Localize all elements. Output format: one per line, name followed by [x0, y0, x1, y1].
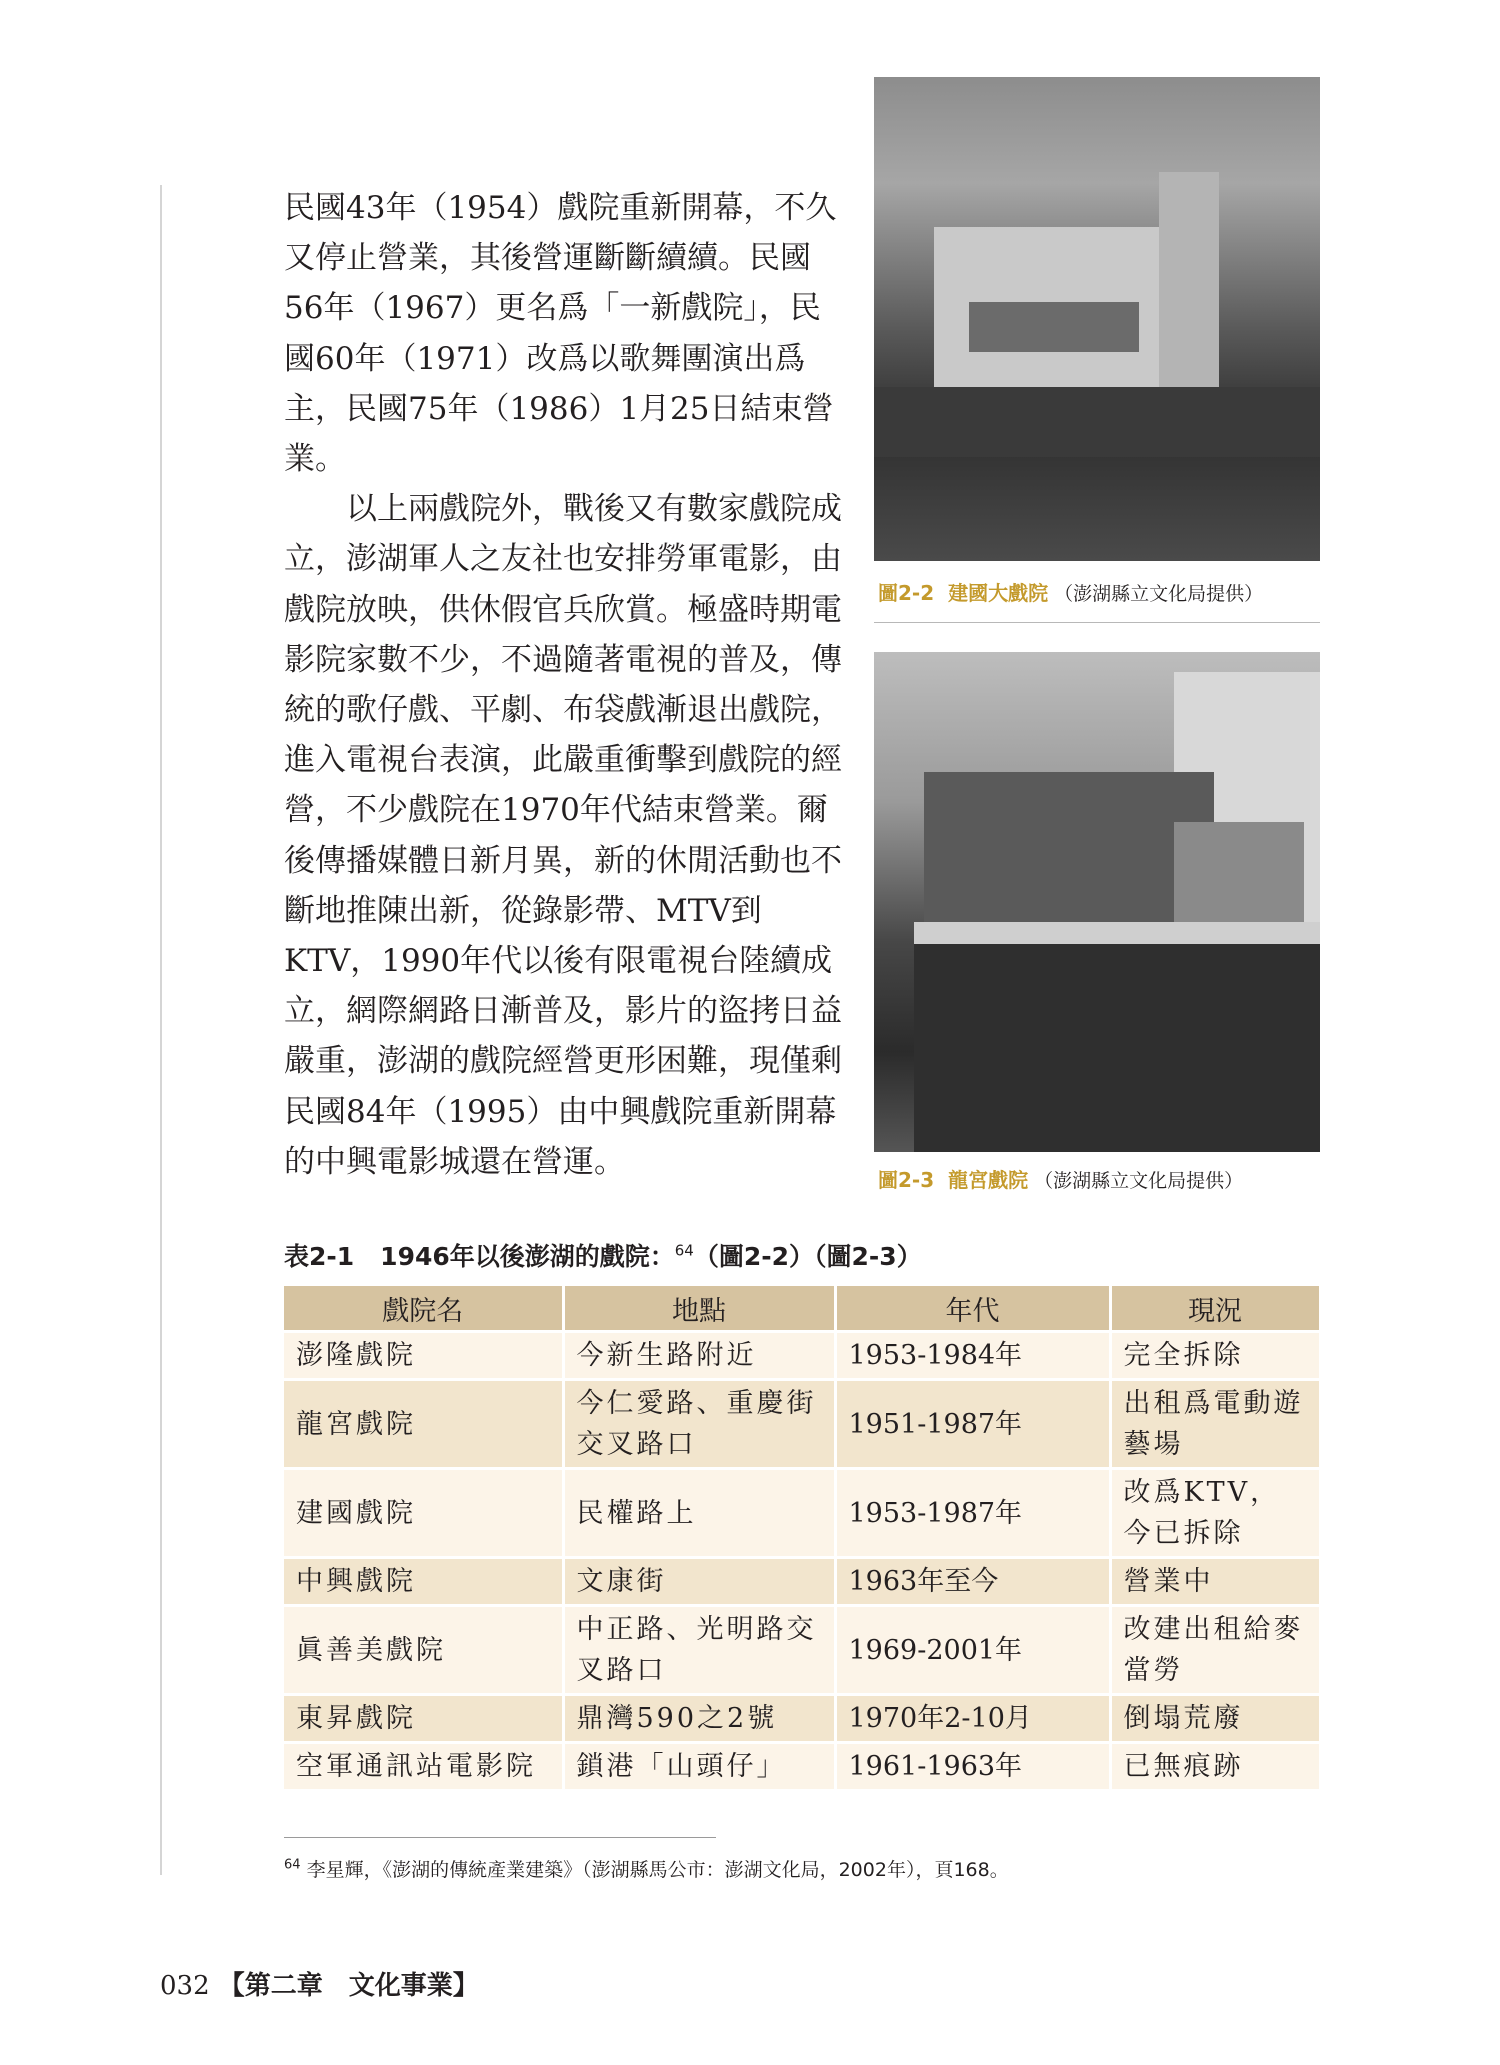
- figure-title: 龍宮戲院: [948, 1168, 1029, 1192]
- cell-status: 營業中: [1110, 1558, 1320, 1606]
- figure-photo-longgong-theatre: [874, 652, 1320, 1152]
- figure-caption-2-3: [878, 1164, 1243, 1193]
- theatre-tower-shape: [1159, 172, 1219, 397]
- header-status: 現況: [1110, 1286, 1320, 1332]
- figure-source: （澎湖縣立文化局提供）: [1034, 1170, 1244, 1192]
- footnote-text: 李星輝，《澎湖的傳統產業建築》（澎湖縣馬公市：澎湖文化局，2002年），頁168。: [306, 1859, 1009, 1881]
- header-theatre-name: 戲院名: [284, 1286, 563, 1332]
- table-row: [284, 1558, 1320, 1606]
- cell-theatre-name: 建國戲院: [284, 1469, 563, 1558]
- table-title-text: 1946年以後澎湖的戲院：: [380, 1242, 675, 1271]
- figure-number: 圖2-3: [878, 1168, 935, 1192]
- cell-location: 中正路、光明路交叉路口: [563, 1606, 835, 1695]
- cell-theatre-name: 東昇戲院: [284, 1695, 563, 1743]
- cell-status: 已無痕跡: [1110, 1743, 1320, 1790]
- footnote-divider: [284, 1837, 716, 1838]
- header-location: 地點: [563, 1286, 835, 1332]
- figure-source: （澎湖縣立文化局提供）: [1054, 583, 1264, 605]
- chapter-title: 【第二章 文化事業】: [218, 1971, 479, 2001]
- cell-status: 出租爲電動遊藝場: [1110, 1380, 1320, 1469]
- table-row: [284, 1743, 1320, 1790]
- cell-era: 1953-1984年: [835, 1332, 1110, 1380]
- header-era: 年代: [835, 1286, 1110, 1332]
- cell-location: 今仁愛路、重慶街交叉路口: [563, 1380, 835, 1469]
- footnote-ref: 64: [674, 1241, 694, 1260]
- figure-title: 建國大戲院: [948, 581, 1049, 605]
- cell-theatre-name: 龍宮戲院: [284, 1380, 563, 1469]
- table-row: [284, 1469, 1320, 1558]
- page-footer: [160, 1965, 479, 2002]
- body-paragraph-1: 民國43年（1954）戲院重新開幕，不久又停止營業，其後營運斷斷續續。民國56年（1967）更名爲「一新戲院」，民國60年（1971）改爲以歌舞團演出爲主，民國75年（1986）1月25日結束營業。: [284, 190, 837, 478]
- cell-era: 1953-1987年: [835, 1469, 1110, 1558]
- body-text: [284, 183, 844, 1187]
- cell-era: 1951-1987年: [835, 1380, 1110, 1469]
- theatre-billboards-shape: [969, 302, 1139, 352]
- figure-photo-jianguo-theatre: [874, 77, 1320, 561]
- cell-status: 完全拆除: [1110, 1332, 1320, 1380]
- table-title: [284, 1237, 922, 1273]
- table-header-row: [284, 1286, 1320, 1332]
- theatre-table: [284, 1286, 1322, 1789]
- cell-location: 鼎灣590之2號: [563, 1695, 835, 1743]
- table-row: [284, 1695, 1320, 1743]
- table-number: 表2-1: [284, 1242, 355, 1271]
- margin-rule: [160, 185, 162, 1875]
- table-figure-refs: （圖2-2）（圖2-3）: [693, 1242, 922, 1271]
- cell-status: 倒塌荒廢: [1110, 1695, 1320, 1743]
- cell-theatre-name: 澎隆戲院: [284, 1332, 563, 1380]
- crowd-shape: [874, 387, 1320, 457]
- table-row: [284, 1606, 1320, 1695]
- page-number: 032: [160, 1971, 210, 2001]
- body-paragraph-2: 以上兩戲院外，戰後又有數家戲院成立，澎湖軍人之友社也安排勞軍電影，由戲院放映，供休假官兵欣賞。極盛時期電影院家數不少，不過隨著電視的普及，傳統的歌仔戲、平劇、布袋戲漸退出戲院，進入電視台表演，此嚴重衝擊到戲院的經營，不少戲院在1970年代結束營業。爾後傳播媒體日新月異，新的休閒活動也不斷地推陳出新，從錄影帶、MTV到KTV，1990年代以後有限電視台陸續成立，網際網路日漸普及，影片的盜拷日益嚴重，澎湖的戲院經營更形困難，現僅剩民國84年（1995）由中興戲院重新開幕的中興電影城還在營運。: [284, 491, 842, 1180]
- poster-faces-shape: [1174, 822, 1304, 932]
- cell-era: 1969-2001年: [835, 1606, 1110, 1695]
- cell-location: 民權路上: [563, 1469, 835, 1558]
- cell-location: 鎖港「山頭仔」: [563, 1743, 835, 1790]
- cell-era: 1970年2-10月: [835, 1695, 1110, 1743]
- awning-shape: [914, 922, 1320, 944]
- figure-caption-2-2: [878, 577, 1263, 606]
- cell-theatre-name: 眞善美戲院: [284, 1606, 563, 1695]
- caption-divider: [874, 622, 1320, 623]
- cell-location: 今新生路附近: [563, 1332, 835, 1380]
- movie-billboards-shape: [924, 772, 1214, 922]
- cell-status: 改建出租給麥當勞: [1110, 1606, 1320, 1695]
- cell-status: 改爲KTV，今已拆除: [1110, 1469, 1320, 1558]
- entrance-shadow-shape: [914, 944, 1320, 1152]
- cell-theatre-name: 空軍通訊站電影院: [284, 1743, 563, 1790]
- cell-era: 1963年至今: [835, 1558, 1110, 1606]
- figure-number: 圖2-2: [878, 581, 935, 605]
- footnote: [284, 1855, 1009, 1882]
- footnote-number: 64: [284, 1857, 301, 1873]
- cell-location: 文康街: [563, 1558, 835, 1606]
- cell-era: 1961-1963年: [835, 1743, 1110, 1790]
- table-row: [284, 1380, 1320, 1469]
- cell-theatre-name: 中興戲院: [284, 1558, 563, 1606]
- table-row: [284, 1332, 1320, 1380]
